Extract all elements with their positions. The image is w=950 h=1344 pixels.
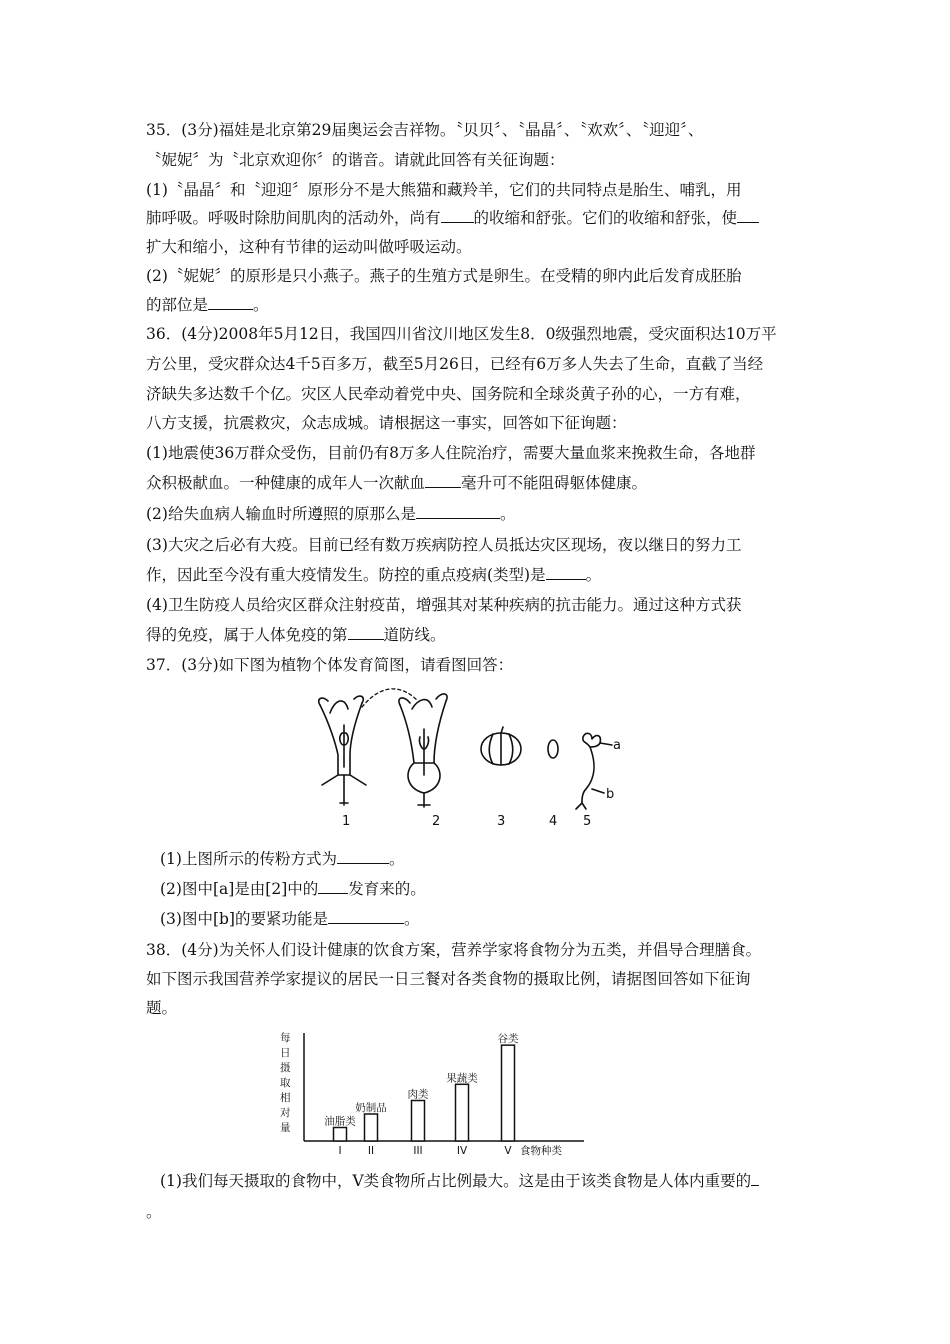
q36-line-10: (4)卫生防疫人员给灾区群众注射疫苗，增强其对某种疾病的抗击能力。通过这种方式获 (146, 596, 742, 614)
q36-blank-1[interactable] (425, 473, 461, 488)
q36-blank-2[interactable] (416, 504, 500, 519)
q38-line-1: 38．(4分)为关怀人们设计健康的饮食方案，营养学家将食物分为五类，并倡导合理膳食。 (146, 941, 762, 959)
q36-line-8: (3)大灾之后必有大疫。目前已经有数万疾病防控人员抵达灾区现场，夜以继日的努力工 (146, 536, 742, 554)
q37-text-f: 。 (403, 910, 420, 928)
q37-text-c: (2)图中[a]是由[2]中的 (160, 880, 319, 898)
q35-blank-2[interactable] (737, 208, 759, 223)
q36-line-5: (1)地震使36万群众受伤，目前仍有8万多人住院治疗，需要大量血浆来挽救生命，各地群 (146, 444, 756, 462)
chart-bar (456, 1084, 469, 1141)
pumpkin-3-drawing (481, 727, 521, 765)
chart-bar (412, 1101, 425, 1142)
figure-label-b: b (606, 787, 615, 802)
chart-x-tick-label: III (413, 1145, 423, 1157)
q36-line-7 (146, 504, 515, 524)
chart-bar-label: 奶制品 (355, 1102, 387, 1114)
q37-text-a: (1)上图所示的传粉方式为 (160, 850, 337, 868)
q37-blank-3[interactable] (328, 909, 404, 924)
figure-label-5: 5 (583, 814, 592, 829)
q35-line-3: (1)〝晶晶〞和〝迎迎〞原形分不是大熊猫和藏羚羊，它们的共同特点是胎生、哺乳，用 (146, 181, 742, 199)
chart-x-tick-label: I (338, 1145, 342, 1157)
q37-line-1: 37．(3分)如下图为植物个体发育简图，请看图回答： (146, 656, 514, 674)
q38-line-4 (160, 1171, 759, 1191)
q37-line-4 (160, 909, 420, 929)
figure-label-a: a (613, 738, 621, 753)
chart-bar-label: 油脂类 (324, 1115, 356, 1128)
figure-label-3: 3 (497, 814, 506, 829)
q37-line-3 (160, 879, 426, 899)
q35-line-5: 扩大和缩小，这种有节律的运动叫做呼吸运动。 (146, 238, 472, 256)
q38-line-2: 如下图示我国营养学家提议的居民一日三餐对各类食物的摄取比例，请据图回答如下征询 (146, 970, 751, 988)
q36-text-e: 作，因此至今没有重大疫情发生。防控的重点疫病(类型)是 (146, 566, 546, 584)
q36-line-3: 济缺失多达数千个亿。灾区人民牵动着党中央、国务院和全球炎黄子孙的心，一方有难， (146, 385, 751, 403)
q36-line-1: 36．(4分)2008年5月12日，我国四川省汶川地区发生8．0级强烈地震，受灾面积达10万平 (146, 325, 777, 343)
q36-line-2: 方公里，受灾群众达4千5百多万，截至5月26日，已经有6万多人失去了生命，直截了当经 (146, 355, 764, 373)
q36-blank-4[interactable] (348, 625, 384, 640)
q36-text-c: (2)给失血病人输血时所遵照的原那么是 (146, 505, 416, 523)
plant-development-figure (300, 685, 630, 830)
chart-bar (334, 1128, 347, 1142)
q37-text-e: (3)图中[b]的要紧功能是 (160, 910, 328, 928)
chart-x-tick-label: V (504, 1145, 512, 1157)
q35-line-6: (2)〝妮妮〞的原形是只小燕子。燕子的生殖方式是卵生。在受精的卵内此后发育成胚胎 (146, 267, 742, 285)
q36-text-d: 。 (499, 505, 516, 523)
chart-x-axis-label: 食物种类 (520, 1145, 562, 1157)
q38-text-a: (1)我们每天摄取的食物中，V类食物所占比例最大。这是由于该类食物是人体内重要的 (160, 1172, 752, 1190)
q37-text-d: 发育来的。 (348, 880, 426, 898)
q35-line-2: 〝妮妮〞为〝北京欢迎你〞的谐音。请就此回答有关征询题： (146, 151, 565, 169)
q36-text-b: 毫升可不能阻碍躯体健康。 (461, 474, 648, 492)
figure-label-4: 4 (549, 814, 558, 829)
figure-label-1: 1 (342, 814, 351, 829)
figure-label-2: 2 (432, 814, 441, 829)
chart-y-axis-label: 每日摄取相对量 (280, 1032, 291, 1134)
q36-text-g: 得的免疫，属于人体免疫的第 (146, 626, 348, 644)
q38-blank-1[interactable] (751, 1171, 759, 1186)
q36-line-9 (146, 565, 601, 585)
flower-1-drawing (319, 696, 366, 805)
q35-text-b: 的收缩和舒张。它们的收缩和舒张，使 (473, 209, 738, 227)
chart-bar-label: 果蔬类 (446, 1072, 478, 1085)
q35-blank-1[interactable] (441, 208, 474, 223)
q36-blank-3[interactable] (546, 565, 586, 580)
q35-blank-3[interactable] (208, 295, 253, 310)
chart-x-tick-label: II (367, 1145, 375, 1157)
q35-text-c: 的部位是 (146, 296, 209, 314)
food-intake-bar-chart (270, 1025, 590, 1160)
q35-text-d: 。 (253, 296, 269, 314)
q36-text-h: 道防线。 (383, 626, 446, 644)
chart-bar-label: 肉类 (407, 1088, 429, 1101)
chart-bar (502, 1045, 515, 1141)
flower-2-drawing (399, 694, 447, 807)
chart-bar-label: 谷类 (497, 1033, 519, 1046)
q36-line-6 (146, 473, 647, 493)
chart-x-tick-label: IV (456, 1145, 468, 1157)
q37-blank-1[interactable] (337, 849, 389, 864)
seed-4-drawing (548, 740, 558, 758)
q36-text-f: 。 (585, 566, 602, 584)
q37-blank-2[interactable] (318, 879, 348, 894)
q38-line-5: 。 (146, 1203, 162, 1221)
q36-text-a: 众积极献血。一种健康的成年人一次献血 (146, 474, 426, 492)
q38-line-3: 题。 (146, 999, 178, 1017)
q36-line-4: 八方支援，抗震救灾，众志成城。请根据这一事实，回答如下征询题： (146, 414, 627, 432)
q35-text-a: 肺呼吸。呼吸时除肋间肌肉的活动外，尚有 (146, 209, 441, 227)
chart-bar (365, 1114, 378, 1141)
q35-line-4 (146, 208, 759, 228)
q35-line-1: 35．(3分)福娃是北京第29届奥运会吉祥物。〝贝贝〞、〝晶晶〞、〝欢欢〞、〝迎迎〞、 (146, 121, 704, 139)
q37-text-b: 。 (388, 850, 405, 868)
pollination-arc (362, 689, 418, 707)
q36-line-11 (146, 625, 446, 645)
q35-line-7 (146, 295, 269, 315)
q37-line-2 (160, 849, 404, 869)
